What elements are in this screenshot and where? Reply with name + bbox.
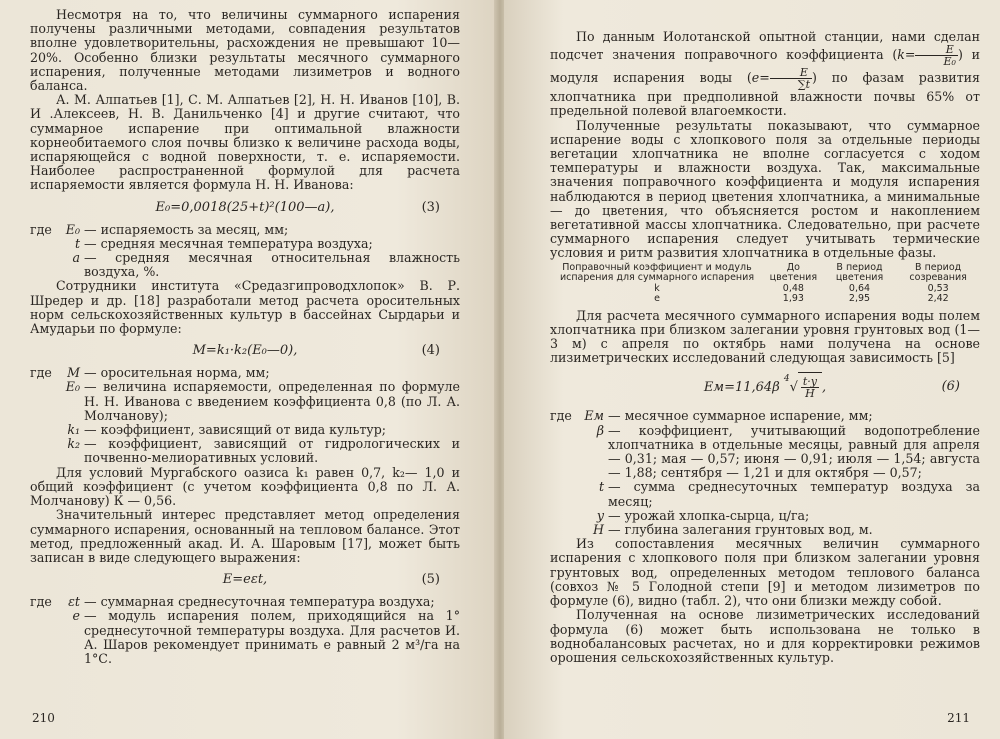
definition-text: — коэффициент, зависящий от вида культур;: [84, 422, 387, 438]
definition-symbol: M: [67, 365, 80, 381]
table-cell: e: [654, 293, 660, 305]
fraction-denominator: H: [805, 387, 815, 401]
table-cell: 2,95: [848, 293, 871, 305]
fraction-denominator: ∑t: [797, 78, 811, 92]
formula-4-expression: M=k₁·k₂(E₀—0),: [192, 343, 298, 359]
definition-symbol: t: [598, 479, 604, 495]
fraction: [915, 44, 957, 67]
text-span: e=: [751, 70, 770, 86]
paragraph: А. М. Алпатьев [1], С. М. Алпатьев [2], Н. Н. Иванов [10], В. И .Алексеев, Н. В. Данильченко [4] и другие считают, что суммарное испарение при оптимальной влажности корнеобитаемого слоя почвы близко к величине расхода воды, испаряющейся с водной поверхности, т. е. испаряемости. Наиболее распространенной формулой для расчета испаряемости является формула Н. Н. Иванова:: [30, 92, 460, 193]
definition-row: [550, 523, 980, 537]
right-page-text: [550, 30, 980, 665]
where-label: где: [30, 221, 52, 237]
formula-6-number: (6): [941, 379, 960, 395]
formula-3-expression: E₀=0,0018(25+t)²(100—a),: [155, 199, 335, 215]
definition-row: [30, 595, 460, 609]
definition-text: — величина испаряемости, определенная по формуле Н. Н. Иванова с введением коэффициента 0,8 (по Л. А. Молчанову);: [84, 379, 460, 423]
radical: [784, 372, 822, 403]
formula-6: [550, 372, 980, 402]
definition-text: — средняя месячная относительная влажность воздуха, %.: [84, 250, 460, 280]
paragraph: Полученные результаты показывают, что суммарное испарение воды с хлопкового поля за отдельные периоды вегетации хлопчатника не вполне согласуется с ходом температуры и влажности воздуха. Так, максимальные значения поправочного коэффициента и модуля испарения наблюдаются в период цветения хлопчатника, а минимальные — до цветения, что объясняется ростом и накоплением вегетативной массы хлопчатника. Следовательно, при расчете суммарного испарения следует учитывать термические условия и ритм развития хлопчатника в отдельные фазы.: [550, 117, 980, 261]
formula-5-number: (5): [421, 572, 440, 588]
page-number: 211: [947, 711, 970, 725]
definition-row: [30, 223, 460, 237]
formula-3: [30, 200, 460, 216]
definition-symbol: k₁: [67, 422, 80, 438]
table-header-cell: В период созревания: [909, 261, 967, 284]
paragraph: [550, 30, 980, 119]
definition-symbol: E₀: [65, 221, 80, 237]
where-label: где: [30, 365, 52, 381]
formula-6-lhs: Eм=11,64β: [703, 380, 780, 396]
formula-5-expression: E=eεt,: [222, 572, 268, 588]
text-span: ) и модуля испарения воды (: [550, 47, 981, 86]
definition-row: [30, 437, 460, 465]
definition-row: [550, 409, 980, 423]
formula-5: [30, 572, 460, 588]
definition-symbol: y: [596, 507, 604, 523]
table-cell: 2,42: [927, 293, 949, 305]
table-header-row: [550, 263, 980, 284]
paragraph: Для расчета месячного суммарного испарения воды полем хлопчатника при близком залегании уровня грунтовых вод (1—3 м) с апреля по октябрь нами получена на основе лизиметрических исследований следующая зависимость [5]: [550, 307, 980, 366]
text-span: k=: [897, 47, 916, 63]
definition-row: [30, 237, 460, 251]
paragraph: Из сопоставления месячных величин суммарного испарения с хлопкового поля при близком залегании уровня грунтовых вод, определенных методом теплового баланса (совхоз № 5 Голодной степи [9] и методом лизиметров по формуле (6), видно (табл. 2), что они близки между собой.: [550, 536, 980, 609]
table-cell: 0,48: [782, 282, 804, 294]
text-span: По данным Иолотанской опытной станции, нами сделан подсчет значения поправочного коэффициента (: [550, 29, 980, 63]
table-cell: 1,93: [782, 293, 804, 305]
table-row: [550, 294, 980, 305]
definition-symbol: k₂: [67, 436, 80, 452]
table-header-cell: Поправочный коэффициент и модуль испарения для суммарного испарения: [559, 261, 755, 284]
fraction-numerator: E: [915, 44, 957, 56]
definition-row: [550, 424, 980, 481]
definition-symbol: Eм: [584, 408, 604, 424]
data-table: [550, 263, 980, 305]
definition-text: — средняя месячная температура воздуха;: [84, 235, 373, 251]
definition-row: [30, 423, 460, 437]
formula-6-end: ,: [822, 380, 827, 396]
definition-text: — оросительная норма, мм;: [84, 365, 270, 381]
definition-row: [30, 380, 460, 423]
definition-text: — коэффициент, зависящий от гидрологических и почвенно-мелиоративных условий.: [84, 436, 460, 466]
definition-symbol: e: [72, 608, 80, 624]
formula-4-number: (4): [421, 343, 440, 359]
table-header-cell: До цветения: [769, 261, 818, 284]
text-span: ) по фазам развития хлопчатника при предполивной влажности почвы 65% от предельной полевой влагоемкости.: [550, 70, 980, 119]
paragraph: Значительный интерес представляет метод определения суммарного испарения, основанный на тепловом балансе. Этот метод, предложенный акад. И. А. Шаровым [17], может быть записан в виде следующего выражения:: [30, 507, 460, 565]
definition-symbol: β: [596, 422, 604, 438]
definition-symbol: E₀: [65, 379, 80, 395]
table-cell: 0,53: [927, 282, 949, 294]
formula-4: [30, 343, 460, 359]
definition-row: [550, 480, 980, 508]
definition-row: [30, 609, 460, 666]
fraction-numerator: E: [770, 67, 812, 79]
definition-row: [30, 251, 460, 279]
left-page: [0, 0, 496, 739]
left-page-text: [30, 8, 460, 666]
table-header-cell: В период цветения: [835, 261, 884, 284]
definition-text: — суммарная среднесуточная температура воздуха;: [84, 594, 435, 610]
table-row: [550, 284, 980, 295]
definition-text: — модуль испарения полем, приходящийся на 1° среднесуточной температуры воздуха. Для расчетов И. А. Шаров рекомендует принимать e равный 2 м³/га на 1°С.: [84, 608, 460, 666]
formula-3-number: (3): [421, 199, 440, 215]
table-cell: k: [654, 282, 660, 294]
fraction-denominator: E₀: [943, 55, 956, 69]
fraction: [801, 376, 819, 399]
fraction-numerator: t·y: [802, 375, 818, 389]
definition-text: — месячное суммарное испарение, мм;: [608, 408, 873, 424]
formula-6-expression: [704, 372, 826, 403]
definition-text: — сумма среднесуточных температур воздуха за месяц;: [608, 479, 980, 509]
paragraph: Для условий Мургабского оазиса k₁ равен 0,7, k₂— 1,0 и общий коэффициент (с учетом коэффициента 0,8 по Л. А. Молчанову) К — 0,56.: [30, 464, 460, 509]
right-page: [504, 0, 1000, 739]
definition-text: — коэффициент, учитывающий водопотребление хлопчатника в отдельные месяцы, равный для апреля — 0,31; мая — 0,57; июня — 0,91; июля — 1,54; августа — 1,88; сентября — 1,21 и для октября — 0,57;: [608, 422, 980, 481]
definition-symbol: H: [593, 522, 604, 538]
paragraph: Сотрудники института «Средазгипроводхлопок» В. Р. Шредер и др. [18] разработали метод расчета оросительных норм сельскохозяйственных культур в бассейнах Сырдарьи и Амударьи по формуле:: [30, 278, 460, 337]
table-cell: 0,64: [848, 282, 871, 294]
paragraph: Несмотря на то, что величины суммарного испарения получены различными методами, совпадения результатов вполне удовлетворительны, расхождения не превышают 10—20%. Особенно близки результаты месячного суммарного испарения, полученные методами лизиметров и водного баланса.: [30, 7, 460, 94]
radical-sign: √: [789, 380, 798, 396]
definition-row: [550, 509, 980, 523]
definition-text: — глубина залегания грунтовых вод, м.: [608, 522, 873, 538]
definition-row: [30, 366, 460, 380]
fraction: [770, 67, 812, 90]
where-label: где: [30, 594, 52, 610]
definition-text: — испаряемость за месяц, мм;: [84, 221, 289, 237]
radicand: [798, 372, 822, 403]
paragraph: Полученная на основе лизиметрических исследований формула (6) может быть использована не только в воднобалансовых расчетах, но и для корректировки режимов орошения сельскохозяйственных культур.: [550, 607, 980, 665]
definition-symbol: a: [72, 250, 80, 266]
definition-text: — урожай хлопка-сырца, ц/га;: [608, 507, 810, 523]
page-number: 210: [32, 711, 55, 725]
where-label: где: [550, 408, 572, 424]
definition-symbol: εt: [68, 594, 80, 610]
root-index: 4: [783, 374, 790, 385]
definition-symbol: t: [74, 235, 80, 251]
